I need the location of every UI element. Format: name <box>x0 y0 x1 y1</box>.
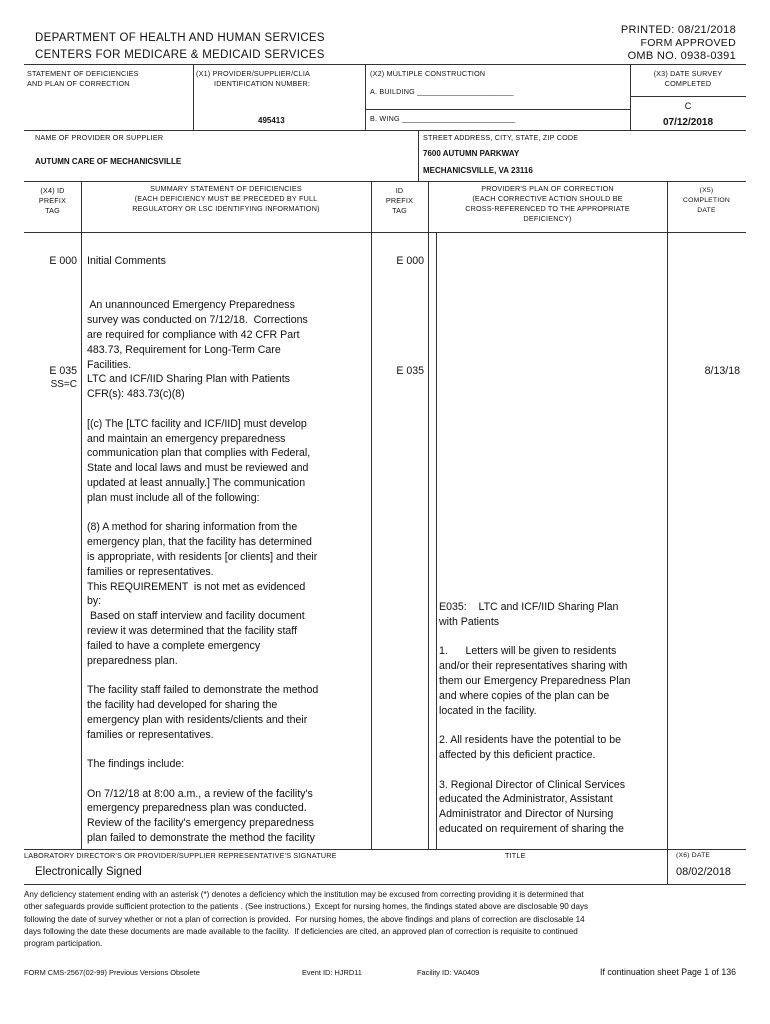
summary-column-divider <box>371 181 372 849</box>
page-number: If continuation sheet Page 1 of 136 <box>600 967 736 977</box>
x4-header: (X4) ID PREFIX TAG <box>38 186 67 215</box>
facility-id: Facility ID: VA0409 <box>417 968 480 977</box>
tag-e000-right: E 000 <box>396 255 424 267</box>
tag-e000-left: E 000 <box>49 255 77 267</box>
signature-value: Electronically Signed <box>35 866 142 878</box>
address-divider <box>418 130 419 181</box>
signature-date-divider <box>667 849 668 884</box>
form-approved: FORM APPROVED <box>640 37 736 49</box>
provider-name: AUTUMN CARE OF MECHANICSVILLE <box>35 157 182 166</box>
disclosure-statement: Any deficiency statement ending with an asterisk (*) denotes a deficiency which the institution may be excused from correcting providing it is determined that other safeguards provide sufficient protection to the patients . (See instructions.) Except for nursing homes, the findings stated above are disclosable 90 days following the date of survey whether or not a plan of correction is provided. For nursing homes, the above findings and plans of correction are disclosable 14 days following the date these documents are made available to the facility. If deficiencies are cited, an approved plan of correction is requisite to continued program participation. <box>24 890 589 949</box>
x1-divider <box>193 64 194 130</box>
address-line-1: 7600 AUTUMN PARKWAY <box>423 149 520 158</box>
address-label: STREET ADDRESS, CITY, STATE, ZIP CODE <box>423 133 579 142</box>
summary-statement: Initial Comments An unannounced Emergency Preparedness survey was conducted on 7/12/18. Corrections are required for compliance with 42 CFR Part 483.73, Requirement for Long-Term Care Facilities. LTC and ICF/IID Sharing Plan with Patients CFR(s): 483.73(c)(8) [(c) The [LTC facility and ICF/IID] must develop and maintain an emergency preparedness communication plan that complies with Federal, State and local laws and must be reviewed and updated at least annually.] The communication plan must include all of the following: (8) A method for sharing information from the emergency plan, that the facility has determined is appropriate, with residents [or clients] and their families or representatives. This REQUIREMENT is not met as evidenced by: Based on staff interview and facility document review it was determined that the facility staff failed to have a complete emergency preparedness plan. The facility staff failed to demonstrate the method the facility had developed for sharing the emergency plan with residents/clients and their families or representatives. The findings include: On 7/12/18 at 8:00 a.m., a review of the facility's emergency preparedness plan was conducted. Review of the facility's emergency preparedness plan failed to demonstrate the method the facility <box>87 255 319 845</box>
x1-label: (X1) PROVIDER/SUPPLIER/CLIA IDENTIFICATION NUMBER: <box>196 69 311 88</box>
top-border <box>24 64 746 65</box>
plan-header: PROVIDER'S PLAN OF CORRECTION (EACH CORRECTIVE ACTION SHOULD BE CROSS-REFERENCED TO THE APPROPRIATE DEFICIENCY) <box>465 184 630 223</box>
id-header: ID PREFIX TAG <box>385 186 414 215</box>
completion-date: 8/13/18 <box>704 365 740 377</box>
x4-column-divider <box>81 181 82 849</box>
provider-row-border <box>24 181 746 182</box>
form-identifier: FORM CMS-2567(02-99) Previous Versions Obsolete <box>24 968 200 977</box>
plan-of-correction: E035: LTC and ICF/IID Sharing Plan with Patients 1. Letters will be given to residents and/or their representatives sharing with them our Emergency Preparedness Plan and where copies of the plan can be located in the facility. 2. All residents have the potential to be affected by this deficient practice. 3. Regional Director of Clinical Services educated the Administrator, Assistant Administrator and Director of Nursing educated on requirement of sharing the <box>439 601 631 835</box>
provider-id-number: 495413 <box>258 116 285 125</box>
provider-name-label: NAME OF PROVIDER OR SUPPLIER <box>35 133 164 142</box>
x5-header: (X5) COMPLETION DATE <box>683 187 730 214</box>
statement-label: STATEMENT OF DEFICIENCIES AND PLAN OF CORRECTION <box>27 69 139 88</box>
tag-e035-right: E 035 <box>396 365 424 377</box>
tag-e035-left: E 035 <box>49 365 77 377</box>
x2-label: (X2) MULTIPLE CONSTRUCTION <box>370 69 486 78</box>
signature-top-border <box>24 849 746 850</box>
survey-code: C <box>684 101 692 111</box>
agency-name: CENTERS FOR MEDICARE & MEDICAID SERVICES <box>35 49 325 61</box>
x3-label: (X3) DATE SURVEY COMPLETED <box>653 69 723 88</box>
building-wing-divider <box>365 109 630 110</box>
info-row-border <box>24 130 746 131</box>
signature-date-label: (X6) DATE <box>676 852 711 859</box>
department-name: DEPARTMENT OF HEALTH AND HUMAN SERVICES <box>35 32 325 44</box>
severity-scope-tag: SS=C <box>50 379 77 390</box>
id-column-divider <box>428 181 429 849</box>
plan-inner-divider <box>436 232 437 849</box>
survey-completed-date: 07/12/2018 <box>662 117 714 128</box>
building-field: A. BUILDING _______________________ <box>370 87 514 96</box>
omb-number: OMB NO. 0938-0391 <box>627 50 736 62</box>
signature-bottom-border <box>24 884 746 885</box>
event-id: Event ID: HJRD11 <box>302 968 362 977</box>
address-line-2: MECHANICSVILLE, VA 23116 <box>423 166 533 175</box>
wing-field: B. WING ___________________________ <box>370 114 516 123</box>
summary-header: SUMMARY STATEMENT OF DEFICIENCIES (EACH DEFICIENCY MUST BE PRECEDED BY FULL REGULATORY OR LSC IDENTIFYING INFORMATION) <box>132 184 320 213</box>
signature-date: 08/02/2018 <box>676 866 732 878</box>
date-divider <box>630 96 746 97</box>
signature-label: LABORATORY DIRECTOR'S OR PROVIDER/SUPPLIER REPRESENTATIVE'S SIGNATURE <box>24 851 337 860</box>
printed-date: PRINTED: 08/21/2018 <box>620 24 736 36</box>
x5-column-divider <box>667 181 668 849</box>
x2-divider <box>365 64 366 130</box>
title-label: TITLE <box>505 851 526 860</box>
column-header-border <box>24 232 746 233</box>
